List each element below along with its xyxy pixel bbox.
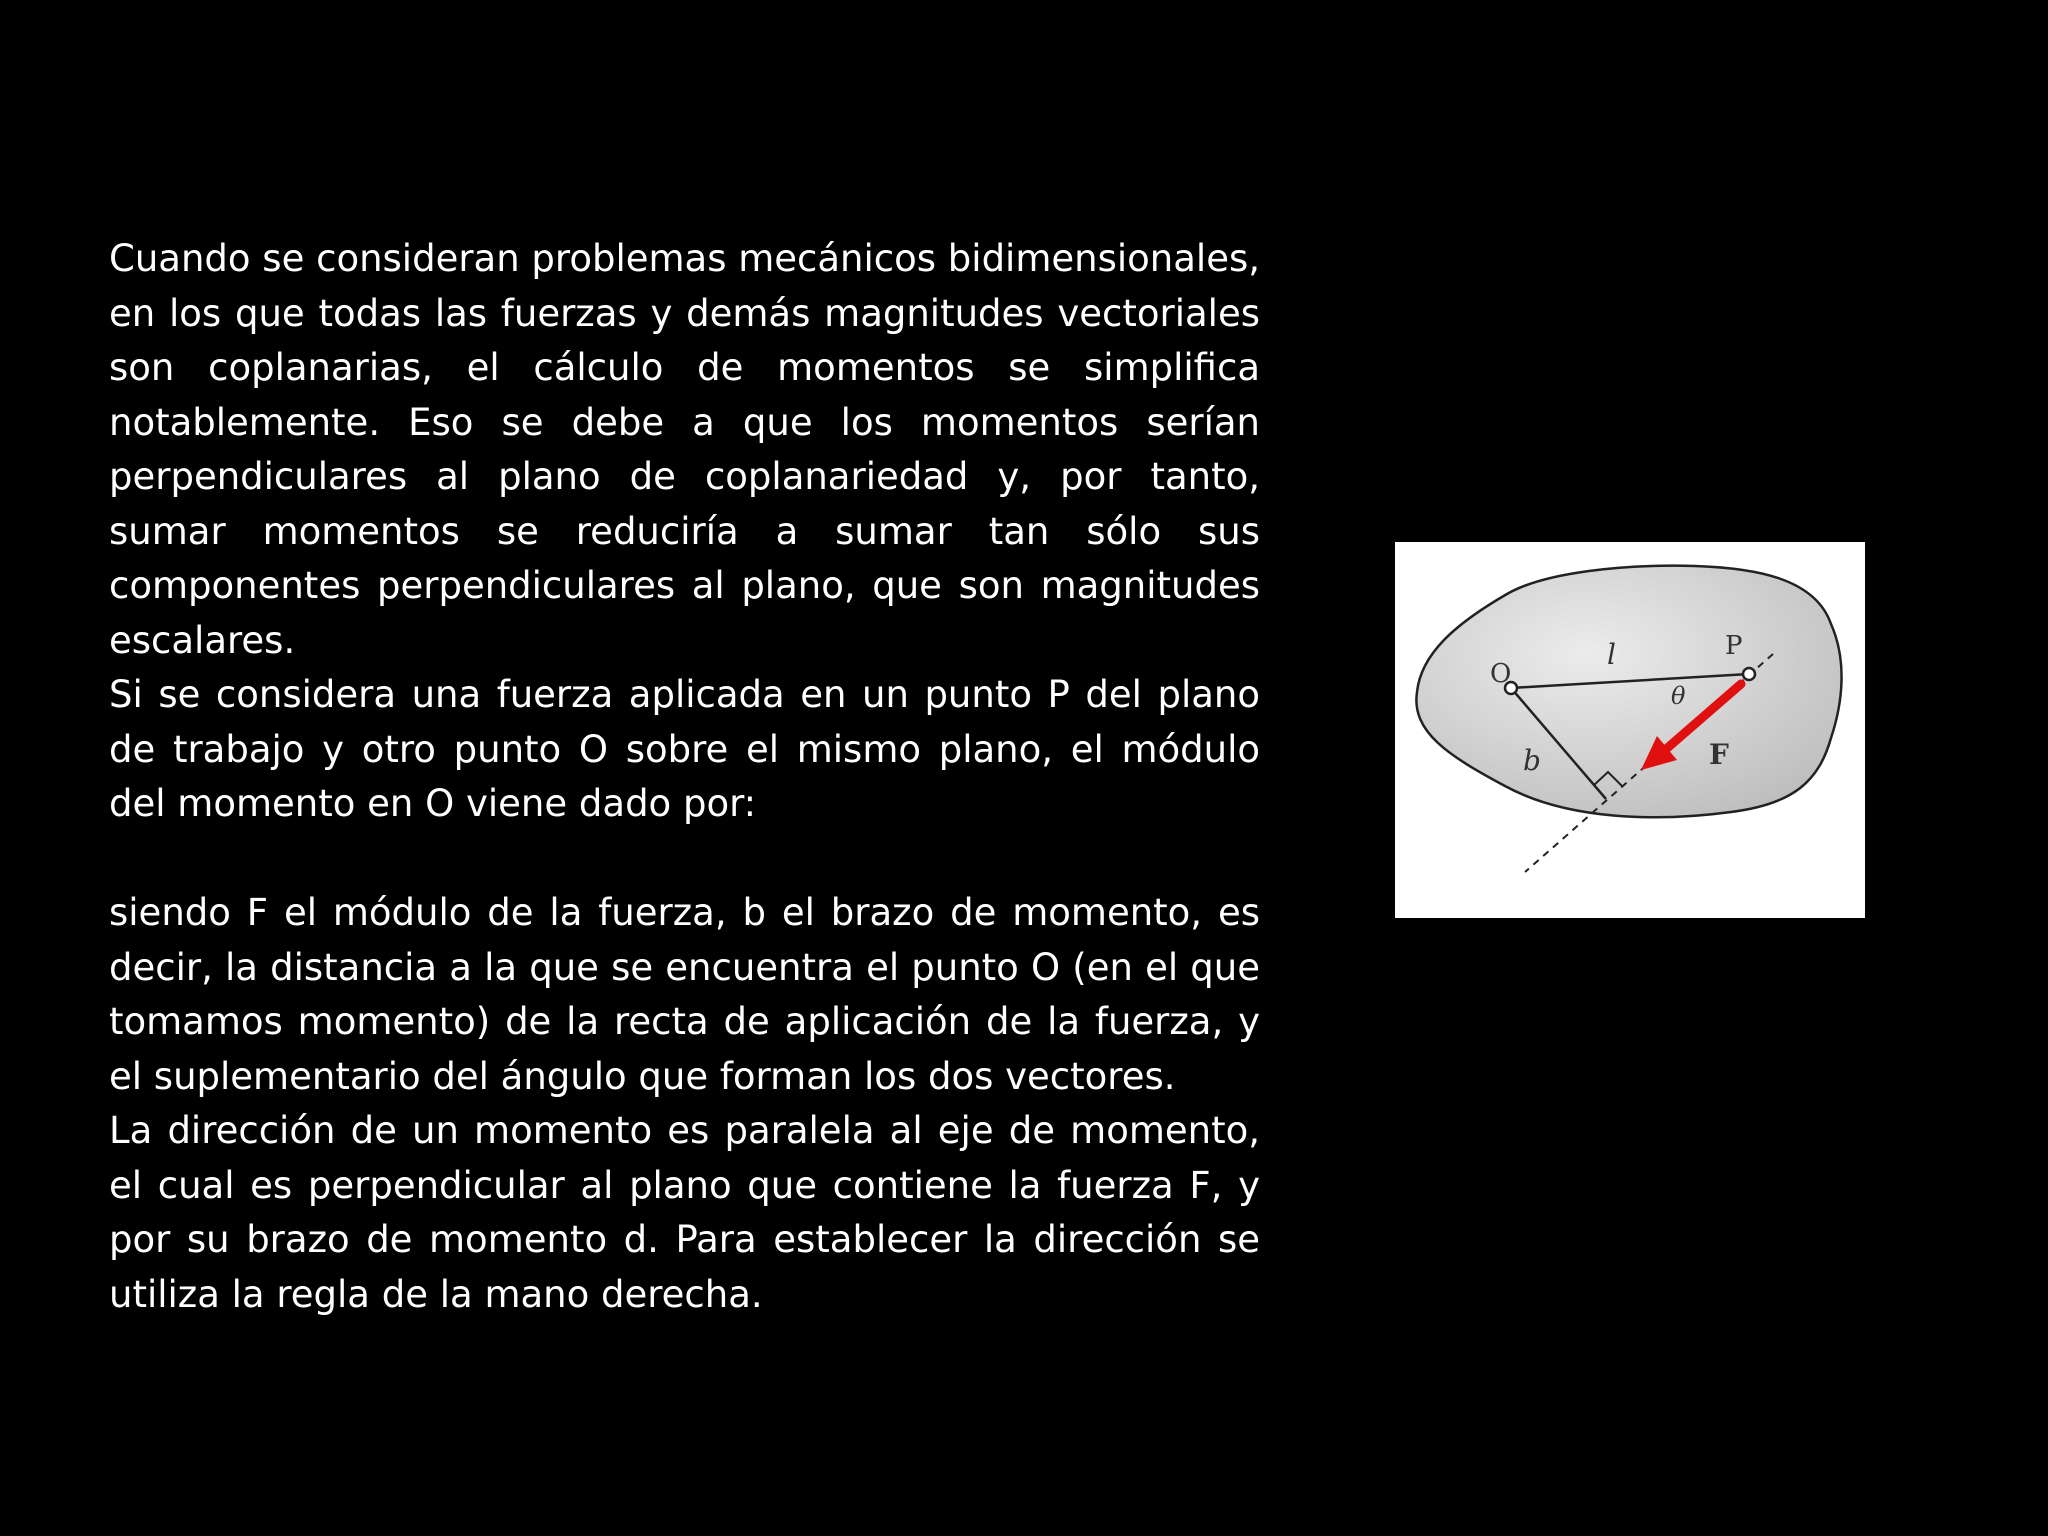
paragraph-coplanar-moments: Cuando se consideran problemas mecánicos bidimensionales, en los que todas las fuerzas y demás magnitudes vectoriales son coplanarias, el cálculo de momentos se simplifica notablemente. Eso se debe a que los momentos serían perpendiculares al plano de coplanariedad y, por tanto, sumar momentos se reduciría a sumar tan sólo sus componentes perpendiculares al plano, que son magnitudes escalares.	[109, 237, 1260, 662]
label-o: O	[1490, 659, 1512, 689]
label-p: P	[1725, 631, 1743, 661]
point-p-marker	[1743, 668, 1755, 680]
body-text	[109, 232, 1260, 1322]
moment-diagram-svg	[1395, 542, 1865, 918]
rigid-body-shape	[1416, 566, 1841, 818]
label-b: b	[1523, 744, 1541, 777]
moment-diagram	[1395, 542, 1865, 918]
formula-gap	[109, 832, 1260, 887]
paragraph-moment-definition: Si se considera una fuerza aplicada en un punto P del plano de trabajo y otro punto O sobre el mismo plano, el módulo del momento en O viene dado por:	[109, 673, 1260, 825]
paragraph-moment-direction: La dirección de un momento es paralela al eje de momento, el cual es perpendicular al plano que contiene la fuerza F, y por su brazo de momento d. Para establecer la dirección se utiliza la regla de la mano derecha.	[109, 1109, 1260, 1316]
paragraph-moment-arm: siendo F el módulo de la fuerza, b el brazo de momento, es decir, la distancia a la que se encuentra el punto O (en el que tomamos momento) de la recta de aplicación de la fuerza, y el suplementario del ángulo que forman los dos vectores.	[109, 891, 1260, 1098]
label-theta: θ	[1671, 682, 1686, 710]
label-f: F	[1709, 738, 1729, 771]
label-l: l	[1607, 638, 1616, 671]
